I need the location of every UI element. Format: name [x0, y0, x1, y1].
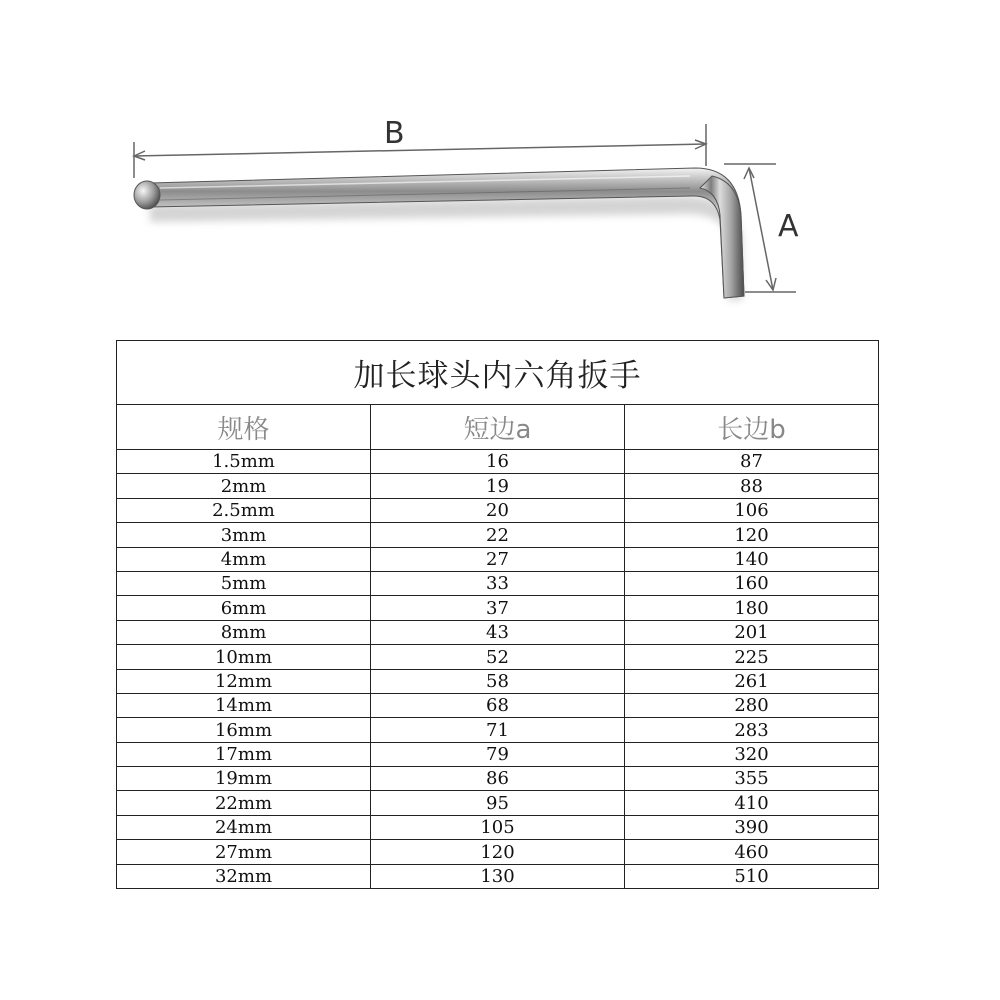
table-row	[117, 498, 879, 522]
cell-short-side: 16	[371, 450, 625, 474]
cell-long-side: 160	[625, 571, 879, 595]
cell-short-side: 33	[371, 571, 625, 595]
hex-key-wrench	[134, 168, 744, 298]
cell-long-side: 410	[625, 791, 879, 815]
table-title: 加长球头内六角扳手	[117, 341, 879, 405]
ball-end	[134, 181, 160, 209]
table-row	[117, 815, 879, 839]
header-long-side: 长边b	[625, 405, 879, 450]
cell-long-side: 390	[625, 815, 879, 839]
cell-spec: 19mm	[117, 767, 371, 791]
cell-spec: 12mm	[117, 669, 371, 693]
cell-long-side: 87	[625, 450, 879, 474]
cell-spec: 24mm	[117, 815, 371, 839]
cell-spec: 10mm	[117, 645, 371, 669]
cell-short-side: 20	[371, 498, 625, 522]
cell-short-side: 68	[371, 693, 625, 717]
cell-short-side: 27	[371, 547, 625, 571]
cell-long-side: 261	[625, 669, 879, 693]
table-row	[117, 450, 879, 474]
table-row	[117, 767, 879, 791]
hex-key-diagram	[0, 0, 1000, 330]
cell-long-side: 320	[625, 742, 879, 766]
cell-long-side: 460	[625, 840, 879, 864]
cell-short-side: 95	[371, 791, 625, 815]
cell-long-side: 283	[625, 718, 879, 742]
cell-short-side: 19	[371, 474, 625, 498]
cell-spec: 1.5mm	[117, 450, 371, 474]
table-row	[117, 547, 879, 571]
cell-spec: 32mm	[117, 864, 371, 888]
cell-spec: 2.5mm	[117, 498, 371, 522]
table-row	[117, 620, 879, 644]
table-row	[117, 864, 879, 888]
cell-long-side: 225	[625, 645, 879, 669]
cell-long-side: 88	[625, 474, 879, 498]
cell-short-side: 120	[371, 840, 625, 864]
table-row	[117, 669, 879, 693]
cell-short-side: 22	[371, 523, 625, 547]
cell-long-side: 120	[625, 523, 879, 547]
cell-long-side: 280	[625, 693, 879, 717]
cell-spec: 2mm	[117, 474, 371, 498]
cell-spec: 17mm	[117, 742, 371, 766]
table-row	[117, 474, 879, 498]
cell-long-side: 510	[625, 864, 879, 888]
header-short-side: 短边a	[371, 405, 625, 450]
table-row	[117, 523, 879, 547]
cell-short-side: 130	[371, 864, 625, 888]
cell-short-side: 86	[371, 767, 625, 791]
cell-short-side: 37	[371, 596, 625, 620]
cell-short-side: 58	[371, 669, 625, 693]
cell-long-side: 106	[625, 498, 879, 522]
table-row	[117, 840, 879, 864]
cell-long-side: 140	[625, 547, 879, 571]
cell-spec: 27mm	[117, 840, 371, 864]
table-title-row	[117, 341, 879, 405]
cell-spec: 16mm	[117, 718, 371, 742]
table-row	[117, 718, 879, 742]
header-spec: 规格	[117, 405, 371, 450]
table-row	[117, 645, 879, 669]
cell-short-side: 43	[371, 620, 625, 644]
wrench-shadow	[150, 196, 742, 300]
cell-short-side: 71	[371, 718, 625, 742]
cell-short-side: 52	[371, 645, 625, 669]
cell-spec: 5mm	[117, 571, 371, 595]
cell-spec: 8mm	[117, 620, 371, 644]
cell-spec: 4mm	[117, 547, 371, 571]
cell-short-side: 105	[371, 815, 625, 839]
cell-long-side: 355	[625, 767, 879, 791]
cell-spec: 22mm	[117, 791, 371, 815]
cell-spec: 3mm	[117, 523, 371, 547]
cell-spec: 14mm	[117, 693, 371, 717]
table-row	[117, 596, 879, 620]
table-header-row	[117, 405, 879, 450]
table-body	[117, 450, 879, 889]
dimension-a-label: A	[778, 209, 799, 244]
table-row	[117, 791, 879, 815]
spec-table	[116, 340, 879, 889]
cell-spec: 6mm	[117, 596, 371, 620]
table-row	[117, 742, 879, 766]
cell-short-side: 79	[371, 742, 625, 766]
dimension-b-label: B	[384, 116, 405, 151]
table-row	[117, 571, 879, 595]
cell-long-side: 201	[625, 620, 879, 644]
cell-long-side: 180	[625, 596, 879, 620]
table-row	[117, 693, 879, 717]
